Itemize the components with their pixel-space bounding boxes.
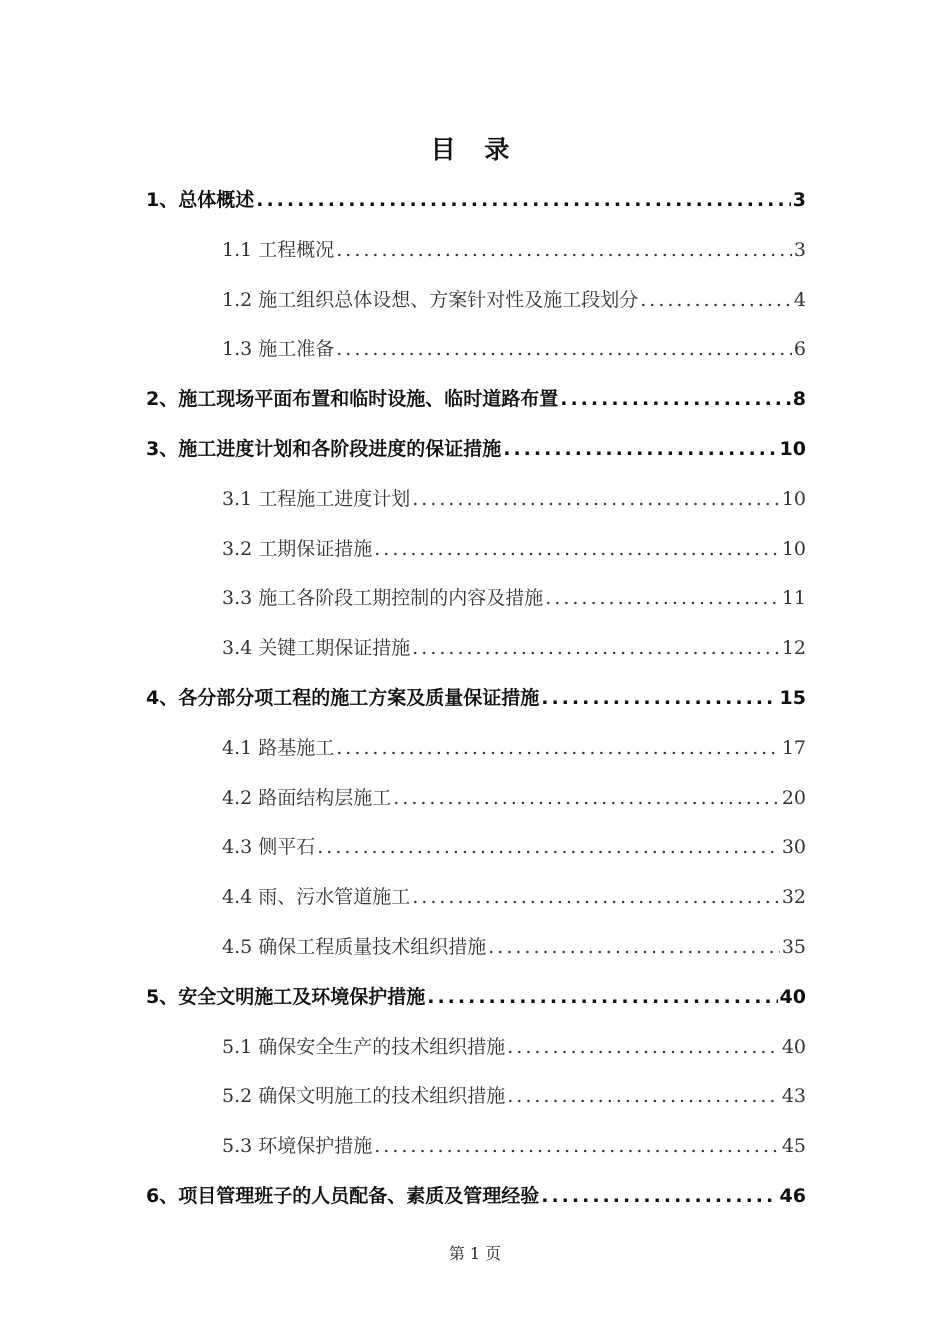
toc-entry-label: 2、施工现场平面布置和临时设施、临时道路布置 [146,388,559,411]
toc-subsection[interactable] [222,329,806,369]
toc-page-number: 46 [779,1185,806,1207]
toc-subsection[interactable] [222,1076,806,1116]
toc-page-number: 12 [781,637,806,660]
toc-page-number: 20 [781,786,806,809]
toc-dot-leader [412,877,780,917]
toc-page-number: 6 [793,338,806,361]
toc-subsection[interactable] [222,927,806,967]
toc-subsection[interactable] [222,778,806,818]
toc-entry-label: 3.2 工期保证措施 [222,537,373,560]
toc-entry-label: 3、施工进度计划和各阶段进度的保证措施 [146,438,502,460]
toc-page-number: 10 [781,487,806,510]
toc-section[interactable] [146,678,806,718]
toc-subsection[interactable] [222,628,806,668]
toc-dot-leader [412,479,780,519]
toc-dot-leader [541,678,777,718]
toc-subsection[interactable] [222,877,806,917]
toc-subsection[interactable] [222,728,806,768]
toc-page-number: 15 [779,687,806,709]
toc-entry-label: 3.1 工程施工进度计划 [222,487,411,510]
toc-dot-leader [545,578,780,618]
toc-subsection[interactable] [222,280,806,320]
toc-subsection[interactable] [222,827,806,867]
toc-subsection[interactable] [222,479,806,519]
toc-entry-label: 5、安全文明施工及环境保护措施 [146,985,426,1008]
toc-page-number: 3 [792,189,806,211]
toc-entry-label: 4.1 路基施工 [222,736,335,759]
toc-entry-label: 4.4 雨、污水管道施工 [222,886,411,909]
toc-entry-label: 5.1 确保安全生产的技术组织措施 [222,1035,506,1058]
toc-subsection[interactable] [222,578,806,618]
toc-page-number: 30 [781,836,806,859]
toc-dot-leader [541,1176,777,1216]
toc-entry-label: 4.5 确保工程质量技术组织措施 [222,936,487,958]
toc-entry-label: 5.2 确保文明施工的技术组织措施 [222,1085,506,1108]
toc-dot-leader [427,977,777,1017]
toc-section[interactable] [146,1176,806,1216]
toc-dot-leader [336,230,792,270]
toc-entry-label: 1.3 施工准备 [222,338,335,361]
toc-page-number: 17 [781,736,806,759]
toc-page-number: 32 [781,886,806,909]
toc-dot-leader [640,280,792,320]
toc-section[interactable] [146,977,806,1017]
toc-dot-leader [393,778,780,818]
toc-subsection[interactable] [222,1126,806,1166]
toc-entry-label: 1.2 施工组织总体设想、方案针对性及施工段划分 [222,288,639,311]
toc-dot-leader [374,529,780,569]
toc-dot-leader [336,728,780,768]
toc-page-number: 40 [781,1035,806,1058]
toc-entry-label: 4.3 侧平石 [222,836,316,859]
toc-page-number: 3 [793,238,806,261]
toc-entry-label: 3.4 关键工期保证措施 [222,637,411,660]
toc-section[interactable] [146,180,806,220]
toc-section[interactable] [146,429,806,469]
toc-entry-label: 4.2 路面结构层施工 [222,786,392,809]
toc-page-number: 45 [781,1135,806,1158]
toc-subsection[interactable] [222,529,806,569]
toc-entry-label: 4、各分部分项工程的施工方案及质量保证措施 [146,687,540,709]
toc-dot-leader [560,379,791,419]
toc-dot-leader [256,180,791,220]
toc-page-number: 11 [781,587,806,610]
toc-entry-label: 3.3 施工各阶段工期控制的内容及措施 [222,587,544,610]
toc-entry-label: 1.1 工程概况 [222,238,335,261]
toc-subsection[interactable] [222,230,806,270]
toc-page-number: 10 [779,438,806,460]
toc-dot-leader [507,1076,780,1116]
toc-page-number: 35 [781,936,806,958]
toc-entry-label: 5.3 环境保护措施 [222,1135,373,1158]
toc-page-number: 8 [792,388,806,411]
toc-dot-leader [336,329,792,369]
toc-page-number: 40 [779,985,806,1008]
page-title: 目 录 [430,135,520,164]
toc-page-number: 10 [781,537,806,560]
toc-dot-leader [488,927,780,967]
toc-dot-leader [507,1027,780,1067]
toc-dot-leader [412,628,780,668]
toc-dot-leader [317,827,780,867]
toc-entry-label: 1、总体概述 [146,189,255,211]
toc-entry-label: 6、项目管理班子的人员配备、素质及管理经验 [146,1185,540,1207]
toc-page-number: 43 [781,1085,806,1108]
toc-dot-leader [374,1126,780,1166]
toc-subsection[interactable] [222,1027,806,1067]
toc-section[interactable] [146,379,806,419]
toc-dot-leader [503,429,777,469]
toc-page-number: 4 [793,288,806,311]
page-footer: 第 1 页 [448,1244,502,1263]
